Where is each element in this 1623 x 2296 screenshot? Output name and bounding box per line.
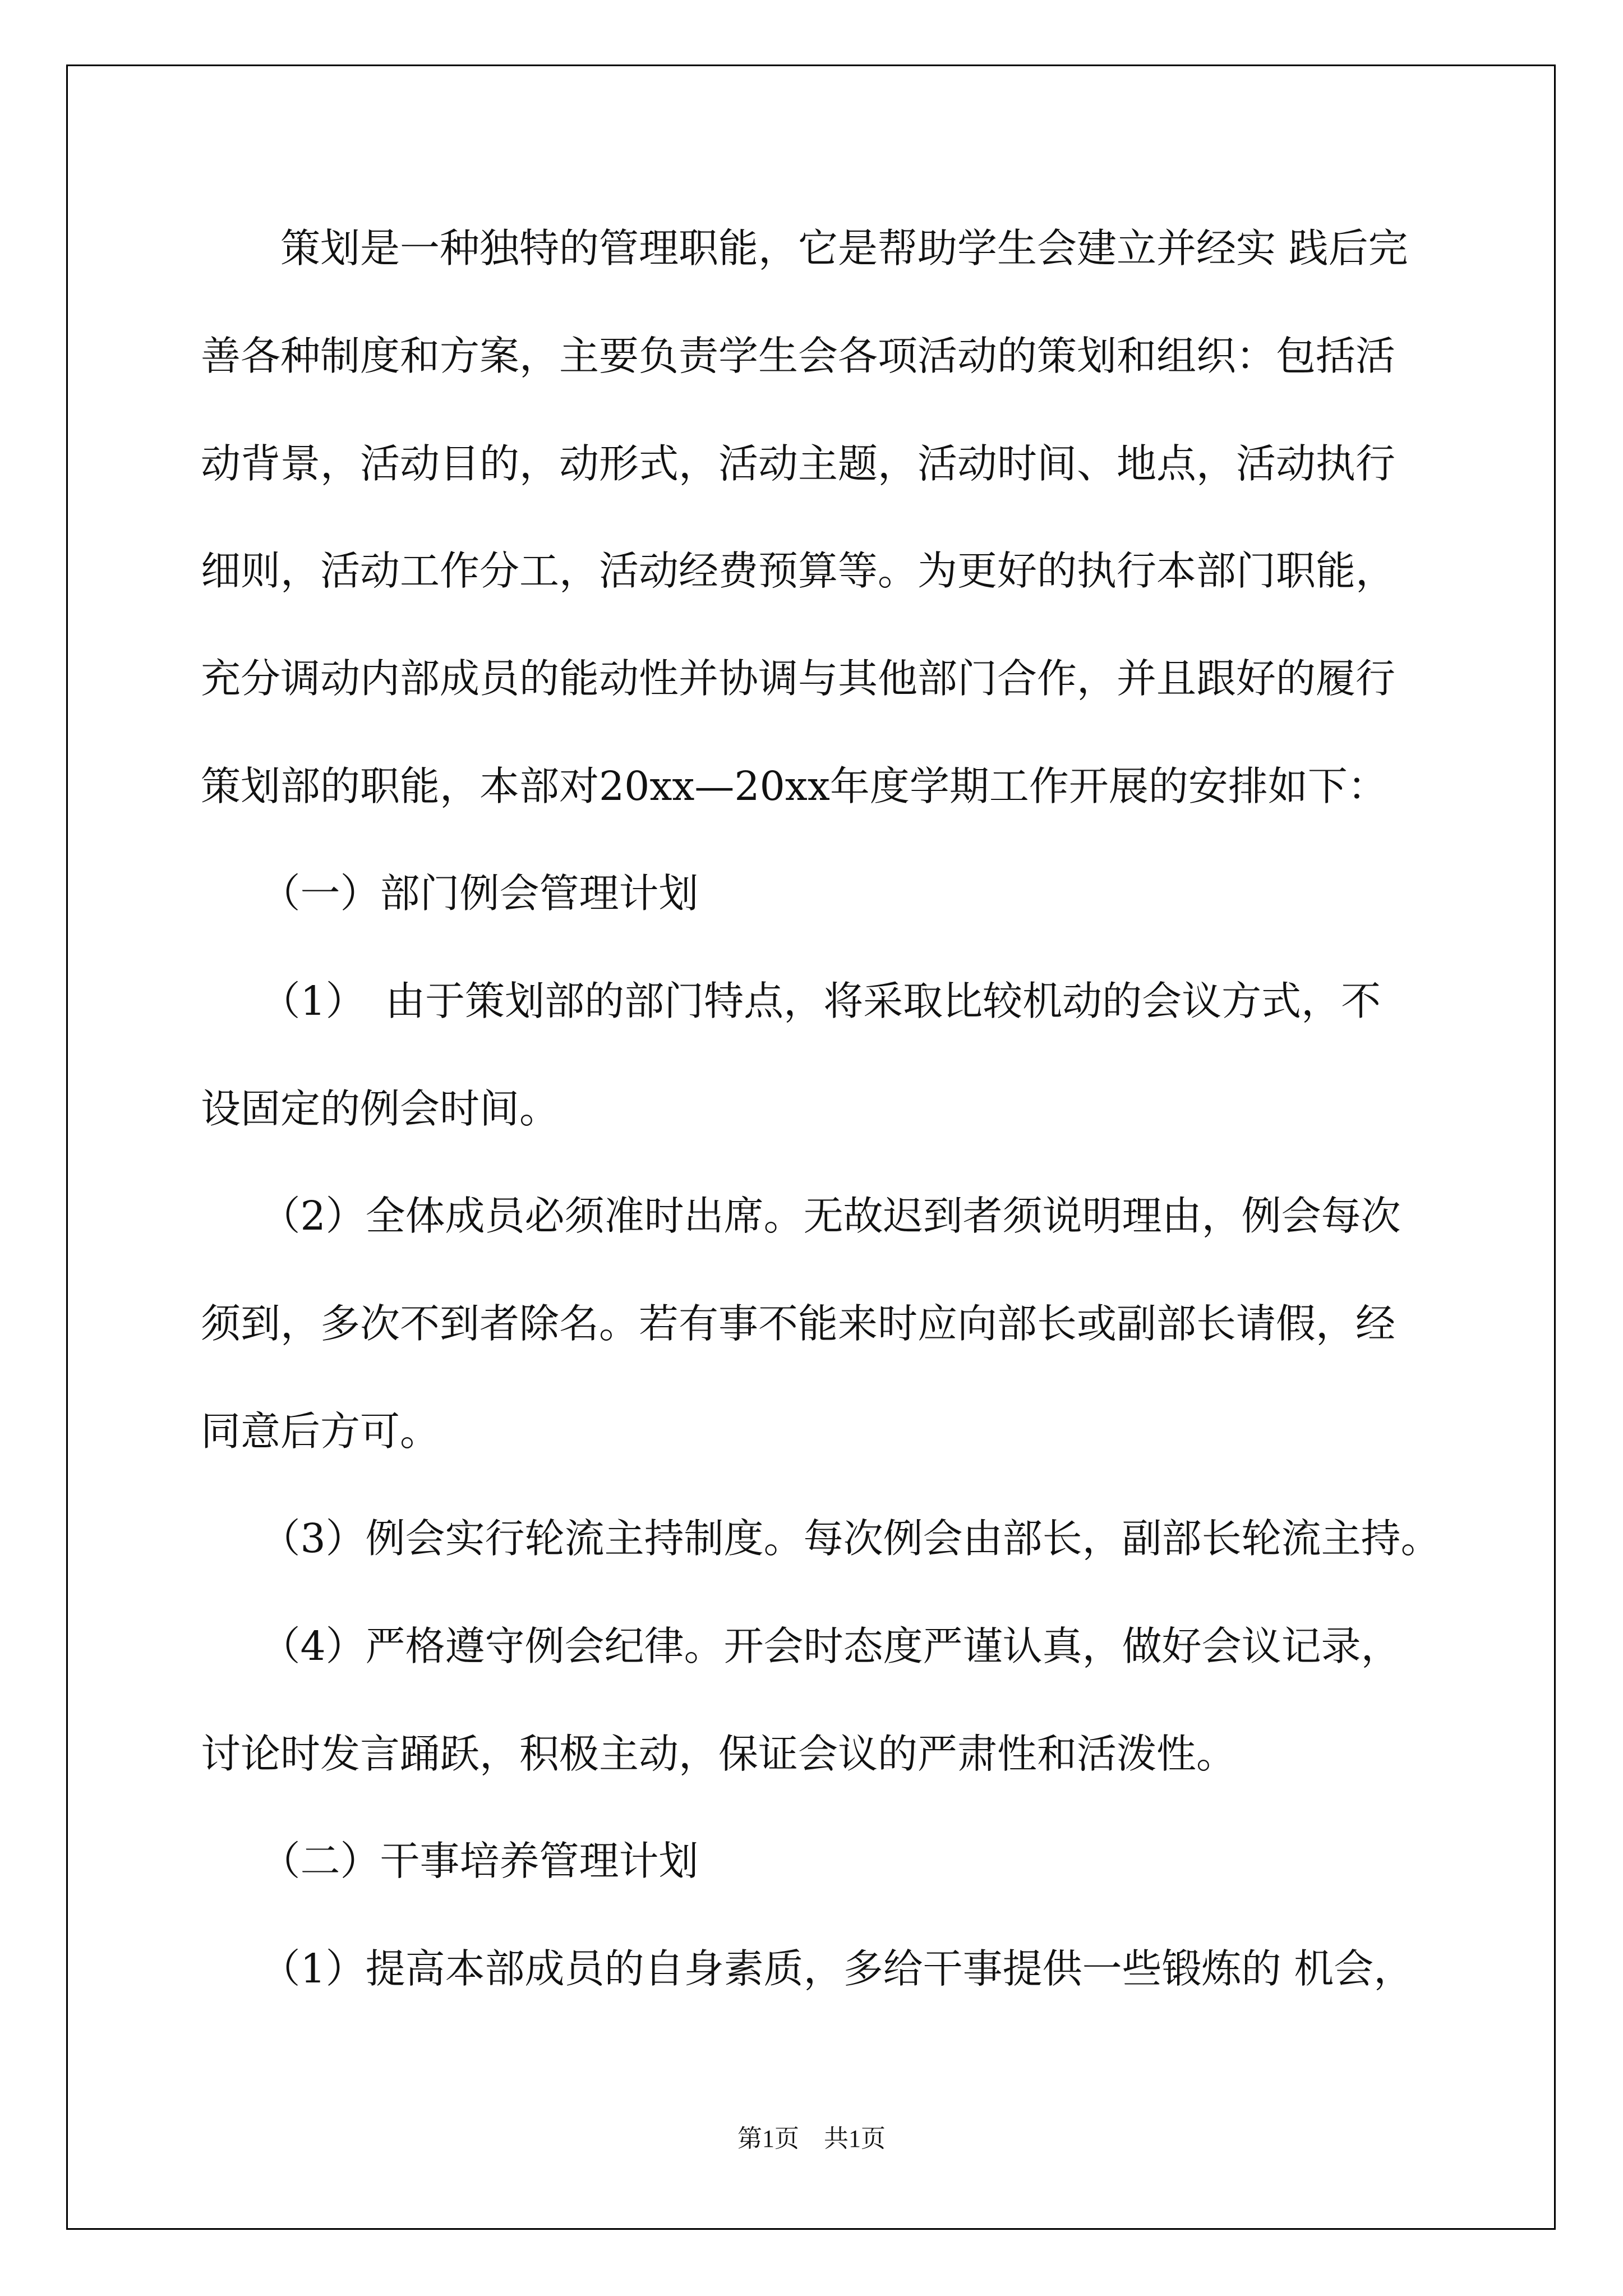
body-text-line: （3）例会实行轮流主持制度。每次例会由部长，副部长轮流主持。 — [201, 1515, 1441, 1562]
section-heading: （二）干事培养管理计划 — [201, 1838, 699, 1884]
body-text-line: 策划部的职能，本部对20xx—20xx年度学期工作开展的安排如下： — [201, 763, 1387, 809]
body-text-line: 须到，多次不到者除名。若有事不能来时应向部长或副部长请假，经 — [201, 1300, 1396, 1347]
body-text-line: （1）提高本部成员的自身素质，多给干事提供一些锻炼的 机会， — [201, 1945, 1414, 1992]
body-text-line: 善各种制度和方案，主要负责学生会各项活动的策划和组织：包括活 — [201, 333, 1396, 379]
body-text-line: 策划是一种独特的管理职能，它是帮助学生会建立并经实 践后完 — [201, 225, 1408, 272]
body-text-line: 充分调动内部成员的能动性并协调与其他部门合作，并且跟好的履行 — [201, 655, 1396, 702]
body-text-line: 细则，活动工作分工，活动经费预算等。为更好的执行本部门职能， — [201, 547, 1396, 594]
body-text-line: （4）严格遵守例会纪律。开会时态度严谨认真，做好会议记录， — [201, 1623, 1401, 1669]
body-text-line: （1） 由于策划部的部门特点，将采取比较机动的会议方式，不 — [201, 978, 1381, 1024]
body-text-line: 同意后方可。 — [201, 1408, 440, 1455]
body-text-line: 讨论时发言踊跃，积极主动，保证会议的严肃性和活泼性。 — [201, 1731, 1237, 1777]
section-heading: （一）部门例会管理计划 — [201, 870, 699, 917]
page-footer: 第1页 共1页 — [737, 2125, 886, 2152]
page-border — [66, 65, 1556, 2230]
body-text-line: 设固定的例会时间。 — [201, 1085, 560, 1132]
body-text-line: 动背景，活动目的，动形式，活动主题，活动时间、地点，活动执行 — [201, 440, 1396, 487]
body-text-line: （2）全体成员必须准时出席。无故迟到者须说明理由，例会每次 — [201, 1193, 1401, 1239]
